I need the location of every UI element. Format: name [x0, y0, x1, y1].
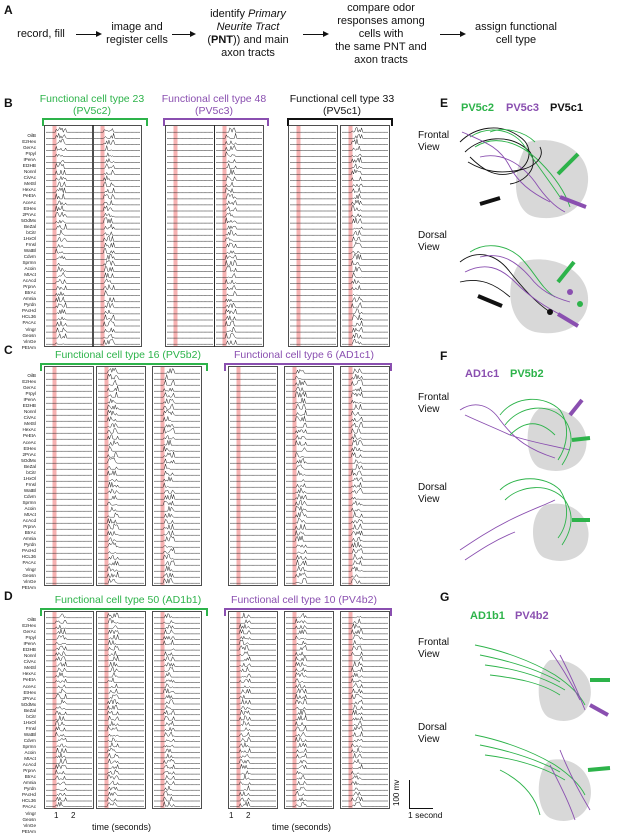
scalebar-v-label: 100 mv: [392, 779, 401, 806]
trace-block-b-2-1: [340, 125, 390, 347]
odor-label: IPenA: [23, 397, 36, 403]
bracket-ct6: [224, 363, 392, 371]
stimulus-bar: [293, 612, 297, 808]
bracket-ct10: [224, 608, 392, 616]
tick-2-a: 2: [71, 811, 76, 820]
tick-1-a: 1: [54, 811, 59, 820]
stimulus-bar: [349, 367, 353, 585]
odor-label: Pyrdn: [23, 542, 36, 548]
odor-label: BtrAc: [24, 290, 36, 296]
odor-label: GerAc: [22, 385, 36, 391]
odor-label: EtHex: [23, 689, 36, 695]
view-dorsal-f: Dorsal View: [418, 482, 447, 505]
odor-label: HexAc: [22, 187, 36, 193]
stimulus-bar: [293, 367, 297, 585]
odor-label: HexAc: [22, 671, 36, 677]
trace-block-b-2-0: [288, 125, 338, 347]
label-ad1b1: AD1b1: [470, 610, 505, 622]
odor-label: AceAc: [22, 199, 36, 205]
odor-label: Cdvrn: [23, 737, 36, 743]
odor-label: E2Hex: [22, 139, 36, 145]
trace-block-c-0-0: [44, 366, 94, 586]
odor-label: MetSl: [24, 665, 36, 671]
odor-label: PAcAc: [22, 804, 36, 810]
odor-label: VinGe: [23, 338, 36, 344]
odor-label: Frnsl: [25, 481, 36, 487]
odor-label: HCL36: [21, 314, 36, 320]
odor-label: Amnia: [22, 296, 36, 302]
panel-c-letter: C: [4, 343, 13, 357]
odor-label: EtHex: [23, 445, 36, 451]
odor-label: Geosn: [22, 332, 36, 338]
group-title-ct16: Functional cell type 16 (PV5b2): [55, 349, 201, 361]
group-title-ct6: Functional cell type 6 (AD1c1): [233, 349, 375, 361]
odor-label: 2PnAc: [22, 695, 36, 701]
odor-label: Cdvrn: [23, 493, 36, 499]
odor-label: Nonnl: [23, 653, 36, 659]
odor-label: Sprmn: [22, 743, 36, 749]
odor-label: E2Hex: [22, 623, 36, 629]
odor-label: Nonnl: [23, 409, 36, 415]
step-identify-pnt: identify Primary Neurite Tract (PNT)) and main axon tracts: [207, 8, 289, 59]
odor-label: Vingr: [25, 326, 36, 332]
tick-2-b: 2: [246, 811, 251, 820]
neuron-morphology-g: [440, 620, 617, 832]
scalebar-h-label: 1 second: [408, 810, 443, 820]
odor-label: 1HxOl: [23, 719, 36, 725]
odor-label: Nonnl: [23, 169, 36, 175]
trace-block-d-1-1: [284, 611, 334, 809]
trace-block-c-0-2: [152, 366, 202, 586]
trace-block-b-1-1: [214, 125, 264, 347]
odor-label: bCitr: [26, 713, 36, 719]
trace-block-c-0-1: [96, 366, 146, 586]
view-frontal-g: Frontal View: [418, 637, 450, 660]
odor-label: PeEtA: [22, 193, 36, 199]
odor-label: MtAct: [24, 756, 36, 762]
xlabel-left: time (seconds): [92, 822, 152, 832]
panel-e-letter: E: [440, 96, 449, 110]
odor-label: PAcHd: [22, 548, 36, 554]
odor-label: MtAct: [24, 272, 36, 278]
odor-label: Acoin: [24, 266, 36, 272]
odor-label: PAcHd: [22, 308, 36, 314]
odor-label: Frnsl: [25, 725, 36, 731]
step-arrow-3: [303, 34, 327, 35]
odor-label: EtHex: [23, 205, 36, 211]
odor-label: Amnia: [22, 536, 36, 542]
panel-f-letter: F: [440, 349, 448, 363]
neuron-morphology-f: [440, 380, 617, 570]
trace-block-d-0-2: [152, 611, 202, 809]
bracket-ct16: [40, 363, 208, 371]
odor-label: WatBl: [23, 487, 36, 493]
odor-label: PAcAc: [22, 320, 36, 326]
odor-label: Geosn: [22, 816, 36, 822]
odor-label: Et3HB: [22, 647, 36, 653]
odor-label: Vingr: [25, 566, 36, 572]
view-dorsal-g: Dorsal View: [418, 722, 447, 745]
label-pv5c2: PV5c2: [461, 102, 495, 114]
odor-label: Acoin: [24, 750, 36, 756]
odor-label: 1HxOl: [23, 235, 36, 241]
step-image-register: image and register cells: [106, 21, 168, 46]
stimulus-bar: [101, 126, 105, 346]
odor-label: HexAc: [22, 427, 36, 433]
label-pv4b2: PV4b2: [515, 610, 549, 622]
label-pv5b2: PV5b2: [510, 368, 544, 380]
odor-label: 5OdMx: [21, 457, 36, 463]
odor-label: OilB: [27, 133, 36, 138]
odor-label: PEtAm: [21, 828, 36, 834]
trace-block-d-1-0: [228, 611, 278, 809]
scalebar-vertical: [409, 780, 410, 808]
odor-label: AcAcd: [22, 518, 36, 524]
odor-labels-c: [12, 373, 36, 591]
odor-label: PeEtA: [22, 677, 36, 683]
odor-label: AcAcd: [22, 762, 36, 768]
step-arrow-2: [172, 34, 194, 35]
odor-label: BeZal: [23, 463, 36, 469]
odor-label: CiVAc: [23, 415, 36, 421]
panel-d-letter: D: [4, 589, 13, 603]
trace-block-d-0-0: [44, 611, 94, 809]
trace-block-b-0-0: [44, 125, 94, 347]
group-title-ct23: Functional cell type 23 (PV5c2): [39, 93, 145, 117]
trace-block-c-1-2: [340, 366, 390, 586]
trace-block-d-1-2: [340, 611, 390, 809]
label-pv5c3: PV5c3: [506, 102, 540, 114]
tick-1-b: 1: [229, 811, 234, 820]
odor-label: Prpyl: [25, 391, 36, 397]
scalebar-horizontal: [409, 808, 433, 809]
stimulus-bar: [53, 367, 57, 585]
odor-label: Frnsl: [25, 241, 36, 247]
group-title-ct50: Functional cell type 50 (AD1b1): [54, 594, 202, 606]
stimulus-bar: [174, 126, 178, 346]
odor-label: AcAcd: [22, 278, 36, 284]
xlabel-right: time (seconds): [272, 822, 332, 832]
odor-label: IPenA: [23, 641, 36, 647]
odor-label: Et3HB: [22, 403, 36, 409]
trace-block-c-1-1: [284, 366, 334, 586]
odor-label: 2PnAc: [22, 451, 36, 457]
odor-label: MtAct: [24, 512, 36, 518]
odor-label: Acoin: [24, 506, 36, 512]
trace-block-b-1-0: [165, 125, 215, 347]
odor-label: PrpnA: [23, 524, 36, 530]
odor-label: GerAc: [22, 145, 36, 151]
odor-label: VinGe: [23, 822, 36, 828]
stimulus-bar: [223, 126, 227, 346]
odor-label: CiVAc: [23, 659, 36, 665]
view-dorsal-e: Dorsal View: [418, 230, 447, 253]
bracket-ct50: [40, 608, 208, 616]
panel-b-letter: B: [4, 96, 13, 110]
neuron-morphology-e: [440, 112, 617, 342]
odor-label: MetSl: [24, 181, 36, 187]
odor-label: BtrAc: [24, 530, 36, 536]
odor-label: bCitr: [26, 229, 36, 235]
step-assign-type: assign functional cell type: [475, 21, 557, 46]
trace-block-d-0-1: [96, 611, 146, 809]
panel-a-letter: A: [4, 3, 13, 17]
odor-label: PrpnA: [23, 284, 36, 290]
odor-label: GerAc: [22, 629, 36, 635]
odor-label: OilB: [27, 617, 36, 622]
odor-label: bCitr: [26, 469, 36, 475]
odor-label: PrpnA: [23, 768, 36, 774]
stimulus-bar: [105, 612, 109, 808]
odor-label: Amnia: [22, 780, 36, 786]
odor-label: Prpyl: [25, 151, 36, 157]
label-pv5c1: PV5c1: [550, 102, 584, 114]
odor-label: WatBl: [23, 731, 36, 737]
panel-g-letter: G: [440, 590, 450, 604]
odor-label: Prpyl: [25, 635, 36, 641]
odor-label: PEtAm: [21, 344, 36, 350]
odor-label: E2Hex: [22, 379, 36, 385]
step-record-fill: record, fill: [17, 28, 65, 40]
trace-block-b-0-1: [92, 125, 142, 347]
odor-label: PeEtA: [22, 433, 36, 439]
odor-label: HCL36: [21, 798, 36, 804]
odor-label: PAcAc: [22, 560, 36, 566]
odor-label: HCL36: [21, 554, 36, 560]
odor-label: BeZal: [23, 707, 36, 713]
odor-label: MetSl: [24, 421, 36, 427]
odor-label: PAcHd: [22, 792, 36, 798]
odor-label: Pyrdn: [23, 302, 36, 308]
odor-label: Cdvrn: [23, 253, 36, 259]
odor-label: Sprmn: [22, 259, 36, 265]
odor-label: Sprmn: [22, 499, 36, 505]
view-frontal-e: Frontal View: [418, 130, 450, 153]
odor-label: VinGe: [23, 578, 36, 584]
odor-label: 1HxOl: [23, 475, 36, 481]
odor-label: BeZal: [23, 223, 36, 229]
stimulus-bar: [297, 126, 301, 346]
odor-label: CiVAc: [23, 175, 36, 181]
group-title-ct33: Functional cell type 33 (PV5c1): [289, 93, 395, 117]
odor-label: AceAc: [22, 683, 36, 689]
odor-label: Geosn: [22, 572, 36, 578]
odor-label: Et3HB: [22, 163, 36, 169]
odor-label: Pyrdn: [23, 786, 36, 792]
odor-label: PEtAm: [21, 584, 36, 590]
odor-label: AceAc: [22, 439, 36, 445]
stimulus-bar: [53, 126, 57, 346]
odor-label: WatBl: [23, 247, 36, 253]
step-arrow-1: [76, 34, 100, 35]
odor-label: 5OdMx: [21, 217, 36, 223]
odor-label: OilB: [27, 373, 36, 378]
odor-label: 2PnAc: [22, 211, 36, 217]
label-ad1c1: AD1c1: [465, 368, 500, 380]
odor-labels-d: [12, 617, 36, 835]
group-title-ct10: Functional cell type 10 (PV4b2): [231, 594, 377, 606]
stimulus-bar: [105, 367, 109, 585]
odor-label: Vingr: [25, 810, 36, 816]
view-frontal-f: Frontal View: [418, 392, 450, 415]
odor-label: IPenA: [23, 157, 36, 163]
step-arrow-4: [440, 34, 464, 35]
step-compare-odor: compare odor responses among cells with the same PNT and axon tracts: [335, 2, 427, 66]
odor-label: 5OdMx: [21, 701, 36, 707]
group-title-ct48: Functional cell type 48 (PV5c3): [161, 93, 267, 117]
stimulus-bar: [237, 367, 241, 585]
stimulus-bar: [349, 126, 353, 346]
odor-label: BtrAc: [24, 774, 36, 780]
trace-block-c-1-0: [228, 366, 278, 586]
odor-labels-b: [12, 133, 36, 351]
